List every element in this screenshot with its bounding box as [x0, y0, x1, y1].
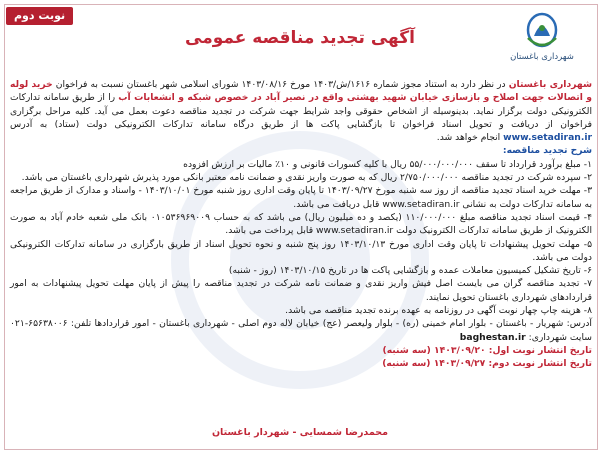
list-item: ۸- هزینه چاپ چهار نوبت آگهی در روزنامه به عهده برنده تجدید مناقصه می باشد. — [285, 305, 592, 317]
list-item: ۳- مهلت خرید اسناد تجدید مناقصه از روز سه شنبه مورخ ۱۴۰۳/۰۹/۲۷ تا پایان وقت اداری روز شنبه مورخ ۱۴۰۳/۱۰/۰۱ - واسناد و مدارک از طریق مراجعه به سامانه تدارکات دولت به نشانی www.setadiran.ir قابل دریافت می باشد. — [10, 185, 592, 210]
address-line — [10, 317, 592, 344]
round-badge: نوبت دوم — [6, 7, 73, 25]
intro-text: در نظر دارد به استناد مجوز شماره ۱۶۱۶/ش/۱۴۰۳ مورخ ۱۴۰۳/۰۸/۱۶ شورای اسلامی شهر باغستان نسبت به فراخوان — [52, 79, 509, 90]
tender-subject: خرید لوله و اتصالات جهت اصلاح و بازسازی خیابان شهید بهشتی واقع در نصیر آباد در خصوص شبکه و انشعابات آب — [10, 79, 593, 104]
signature: محمدرضا شمسایی - شهردار باغستان — [211, 427, 389, 438]
logo-text: شهرداری باغستان — [510, 52, 574, 62]
list-item: ۶- تاریخ تشکیل کمیسیون معاملات عمده و بازگشایی پاکت ها در تاریخ ۱۴۰۳/۱۰/۱۵ (روز - شنبه) — [228, 265, 592, 277]
second-publication-date: تاریخ انتشار نوبت دوم: ۱۴۰۳/۰۹/۲۷ (سه شنبه) — [382, 358, 592, 370]
intro-text-2: را از طریق سامانه تدارکات الکترونیکی دولت برگزار نماید. بدینوسیله از اشخاص حقوقی واجد شرایط جهت شرکت در تجدید مناقصه دعوت بعمل می آید. کلیه مراحل برگزاری فراخوان از دریافت و تحویل اسناد فراخوان تا بازگشایی پاکت ها از طریق درگاه سامانه تدارکات الکترونیکی دولت (ستاد) به آدرس — [10, 92, 592, 130]
list-item: ۲- سپرده شرکت در تجدید مناقصه ۲/۷۵۰/۰۰۰/۰۰۰ ریال که به صورت واریز نقدی و ضمانت نامه معتبر بانکی مورد پذیرش شهرداری باغستان می باشد. — [21, 172, 592, 184]
list-item: ۴- قیمت اسناد تجدید مناقصه مبلغ ۱۱۰/۰۰۰/۰۰۰ (یکصد و ده میلیون ریال) می باشد که به حساب ۰۱۰۵۳۶۹۶۹۰۰۹ بانک ملی شعبه خادم آباد به صورت الکترونیک از طریق سامانه تدارکات الکترونیک دولت www.setadiran.ir قابل پرداخت می باشد. — [10, 211, 593, 237]
first-publication-date: تاریخ انتشار نوبت اول: ۱۴۰۳/۰۹/۲۰ (سه شنبه) — [382, 344, 592, 356]
list-item: ۷- تجدید مناقصه گران می بایست اصل فیش واریز نقدی و ضمانت نامه شرکت در تجدید مناقصه را پیش از پایان مهلت تحویل پیشنهادات به امور قراردادهای شهرداری باغستان تحویل نمایند. — [10, 278, 592, 303]
ad-title: آگهی تجدید مناقصه عمومی — [185, 28, 415, 48]
conditions-heading: شرح تجدید مناقصه: — [502, 145, 592, 157]
address-text: آدرس: شهریار - باغستان - بلوار امام خمینی (ره) - بلوار ولیعصر (عج) خیابان لاله دوم اصلی - شهرداری باغستان - امور قراردادها تلفن: ۶۵۶۳۸۰۰۶-۰۲۱ سایت شهرداری: — [10, 318, 592, 343]
list-item: ۱- مبلغ برآورد قرارداد تا سقف ۵۵/۰۰۰/۰۰۰/۰۰۰ ریال با کلیه کسورات قانونی و ۱۰٪ مالیات بر ارزش افزوده — [183, 158, 592, 170]
list-item: ۵- مهلت تحویل پیشنهادات تا پایان وقت اداری مورخ ۱۴۰۳/۱۰/۱۳ روز پنج شنبه و نحوه تحویل اسناد از طریق بارگزاری در سامانه تدارکات الکترونیکی دولت می باشد. — [10, 238, 593, 263]
municipality-name: شهرداری باغستان — [508, 79, 592, 90]
municipality-site-link[interactable]: baghestan.ir — [459, 331, 526, 343]
intro-paragraph — [10, 78, 592, 144]
setad-link[interactable]: www.setadiran.ir — [503, 132, 592, 144]
intro-text-3: انجام خواهد شد. — [436, 132, 504, 144]
ad-body — [10, 78, 592, 371]
